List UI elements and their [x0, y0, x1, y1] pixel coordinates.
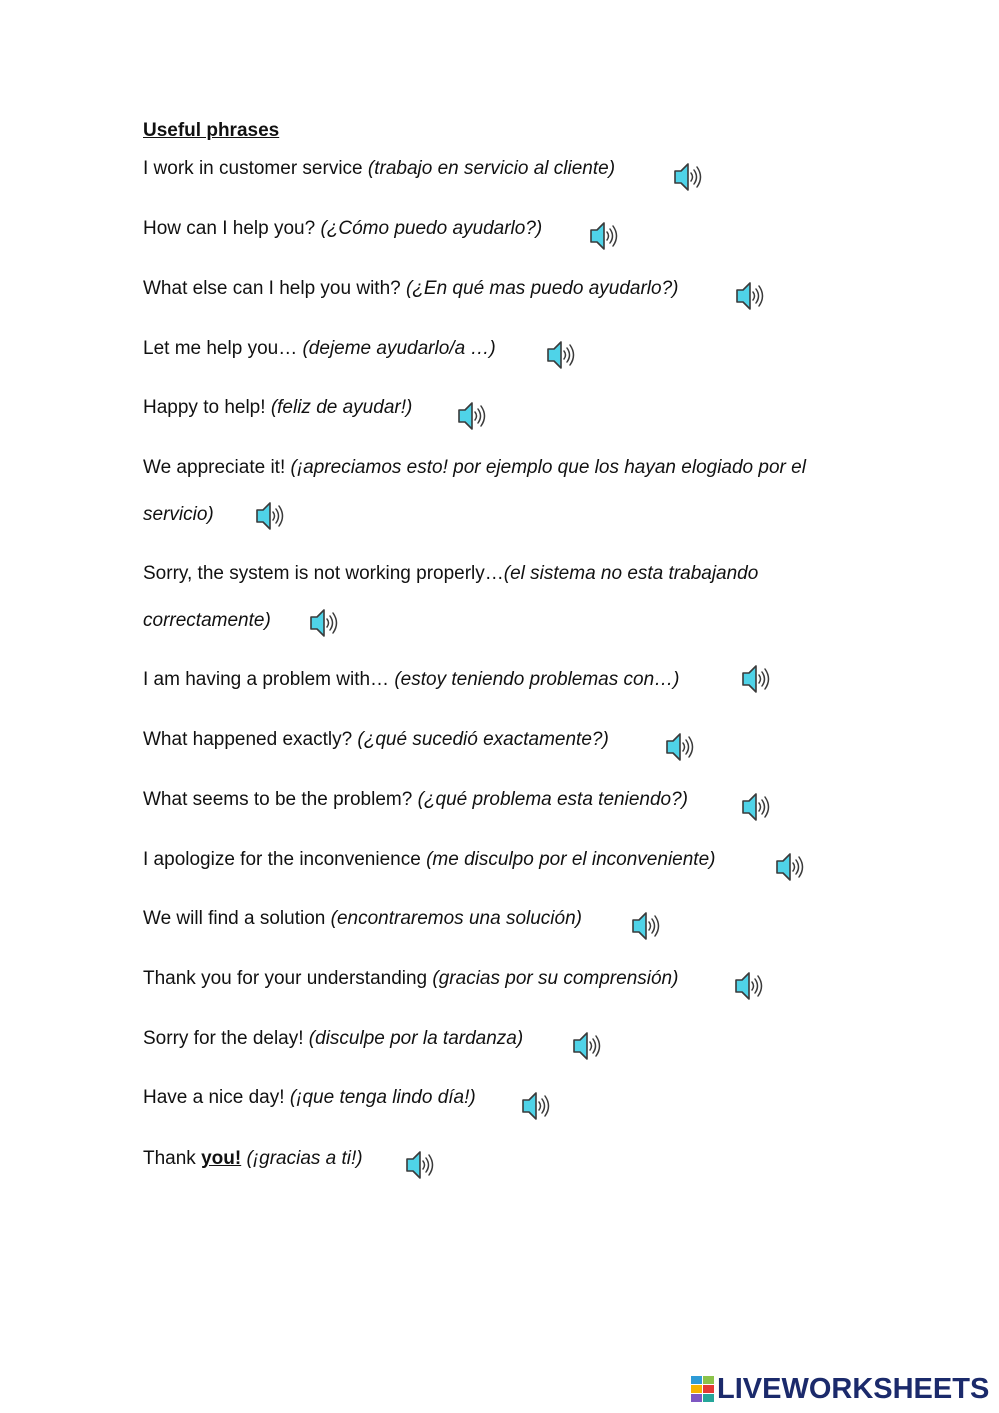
phrase-line: I work in customer service (trabajo en servicio al cliente) — [143, 158, 616, 179]
speaker-icon[interactable] — [738, 661, 774, 697]
speaker-icon[interactable] — [569, 1028, 605, 1064]
speaker-icon[interactable] — [732, 278, 768, 314]
phrase-line: How can I help you? (¿Cómo puedo ayudarlo?) — [143, 218, 543, 239]
phrase-line: I apologize for the inconvenience (me disculpo por el inconveniente) — [143, 849, 716, 870]
phrase-line: We will find a solution (encontraremos una solución) — [143, 908, 582, 929]
speaker-icon[interactable] — [454, 398, 490, 434]
speaker-icon[interactable] — [518, 1088, 554, 1124]
phrase-line: We appreciate it! (¡apreciamos esto! por ejemplo que los hayan elogiado por el — [143, 457, 806, 478]
phrase-line-continued: servicio) — [143, 504, 214, 525]
phrase-line: I am having a problem with… (estoy teniendo problemas con…) — [143, 669, 680, 690]
phrase-line: Thank you for your understanding (gracias por su comprensión) — [143, 968, 679, 989]
phrase-line: Let me help you… (dejeme ayudarlo/a …) — [143, 338, 496, 359]
speaker-icon[interactable] — [731, 968, 767, 1004]
speaker-icon[interactable] — [670, 159, 706, 195]
brand-footer — [691, 1374, 989, 1404]
phrase-line: Thank you! (¡gracias a ti!) — [143, 1148, 363, 1169]
phrase-line: Happy to help! (feliz de ayudar!) — [143, 397, 413, 418]
phrase-line: What seems to be the problem? (¿qué problema esta teniendo?) — [143, 789, 688, 810]
speaker-icon[interactable] — [306, 605, 342, 641]
phrase-line: What happened exactly? (¿qué sucedió exactamente?) — [143, 729, 609, 750]
phrase-line: Sorry for the delay! (disculpe por la tardanza) — [143, 1028, 524, 1049]
brand-name: LIVEWORKSHEETS — [717, 1373, 990, 1405]
speaker-icon[interactable] — [586, 218, 622, 254]
liveworksheets-logo-icon — [691, 1376, 715, 1402]
phrase-line: Sorry, the system is not working properly…(el sistema no esta trabajando — [143, 563, 759, 584]
speaker-icon[interactable] — [402, 1147, 438, 1183]
speaker-icon[interactable] — [543, 337, 579, 373]
speaker-icon[interactable] — [628, 908, 664, 944]
speaker-icon[interactable] — [738, 789, 774, 825]
speaker-icon[interactable] — [772, 849, 808, 885]
phrase-line: Have a nice day! (¡que tenga lindo día!) — [143, 1087, 476, 1108]
page-title: Useful phrases — [143, 120, 280, 141]
speaker-icon[interactable] — [662, 729, 698, 765]
phrase-line-continued: correctamente) — [143, 610, 271, 631]
phrase-line: What else can I help you with? (¿En qué mas puedo ayudarlo?) — [143, 278, 679, 299]
speaker-icon[interactable] — [252, 498, 288, 534]
